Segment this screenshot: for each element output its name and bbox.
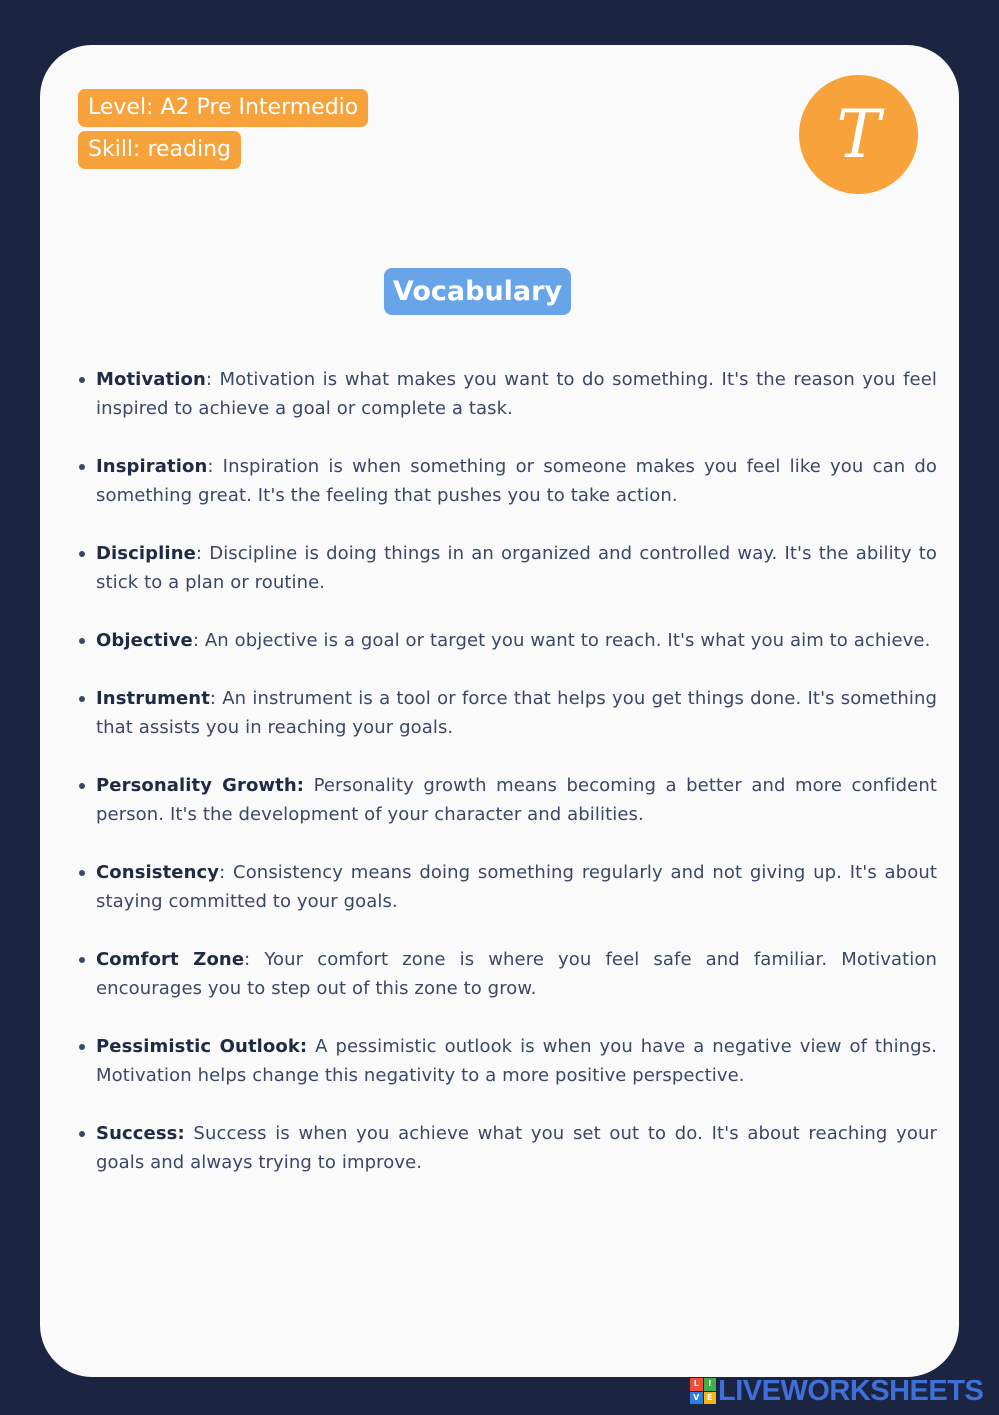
- vocabulary-item: [96, 365, 937, 423]
- vocabulary-item: [96, 539, 937, 597]
- vocabulary-definition: : Your comfort zone is where you feel safe and familiar. Motivation encourages you to step out of this zone to grow.: [96, 949, 937, 999]
- logo-letter-v: V: [690, 1392, 703, 1405]
- logo-letter-e: E: [704, 1392, 717, 1405]
- liveworksheets-watermark[interactable]: [690, 1376, 983, 1406]
- logo-letter-l: L: [690, 1378, 703, 1391]
- level-tag: Level: A2 Pre Intermedio: [78, 89, 368, 127]
- vocabulary-definition: Success is when you achieve what you set out to do. It's about reaching your goals and always trying to improve.: [96, 1123, 937, 1173]
- vocabulary-definition: : Discipline is doing things in an organized and controlled way. It's the ability to stick to a plan or routine.: [96, 543, 937, 593]
- liveworksheets-brand: LIVEWORKSHEETS: [718, 1375, 984, 1407]
- vocabulary-term: Instrument: [96, 688, 210, 709]
- vocabulary-item: [96, 684, 937, 742]
- vocabulary-definition: : Motivation is what makes you want to do something. It's the reason you feel inspired to achieve a goal or complete a task.: [96, 369, 937, 419]
- vocabulary-definition: A pessimistic outlook is when you have a negative view of things. Motivation helps change this negativity to a more positive perspective.: [96, 1036, 938, 1086]
- vocabulary-list: [96, 365, 937, 1206]
- vocabulary-term: Objective: [96, 630, 193, 651]
- vocabulary-item: [96, 626, 937, 655]
- vocabulary-definition: : An instrument is a tool or force that helps you get things done. It's something that assists you in reaching your goals.: [96, 688, 937, 738]
- liveworksheets-logo-icon: [690, 1378, 716, 1404]
- vocabulary-term: Success:: [96, 1123, 185, 1144]
- vocabulary-item: [96, 858, 937, 916]
- logo-t-icon: T: [799, 75, 918, 194]
- vocabulary-definition: : Consistency means doing something regularly and not giving up. It's about staying committed to your goals.: [96, 862, 937, 912]
- vocabulary-term: Inspiration: [96, 456, 208, 477]
- vocabulary-term: Pessimistic Outlook:: [96, 1036, 308, 1057]
- vocabulary-term: Comfort Zone: [96, 949, 245, 970]
- vocabulary-item: [96, 452, 937, 510]
- vocabulary-term: Discipline: [96, 543, 196, 564]
- vocabulary-definition: : Inspiration is when something or someone makes you feel like you can do something great. It's the feeling that pushes you to take action.: [96, 456, 937, 506]
- vocabulary-definition: : An objective is a goal or target you want to reach. It's what you aim to achieve.: [192, 630, 931, 651]
- logo-letter-i: I: [704, 1378, 717, 1391]
- vocabulary-item: [96, 945, 937, 1003]
- vocabulary-definition: Personality growth means becoming a better and more confident person. It's the development of your character and abilities.: [96, 775, 937, 825]
- vocabulary-term: Consistency: [96, 862, 220, 883]
- vocabulary-term: Motivation: [96, 369, 206, 390]
- vocabulary-item: [96, 1032, 937, 1090]
- vocabulary-item: [96, 1119, 937, 1177]
- worksheet-card: [40, 45, 959, 1377]
- page-title: Vocabulary: [384, 268, 571, 315]
- skill-tag: Skill: reading: [78, 131, 241, 169]
- vocabulary-term: Personality Growth:: [96, 775, 305, 796]
- vocabulary-item: [96, 771, 937, 829]
